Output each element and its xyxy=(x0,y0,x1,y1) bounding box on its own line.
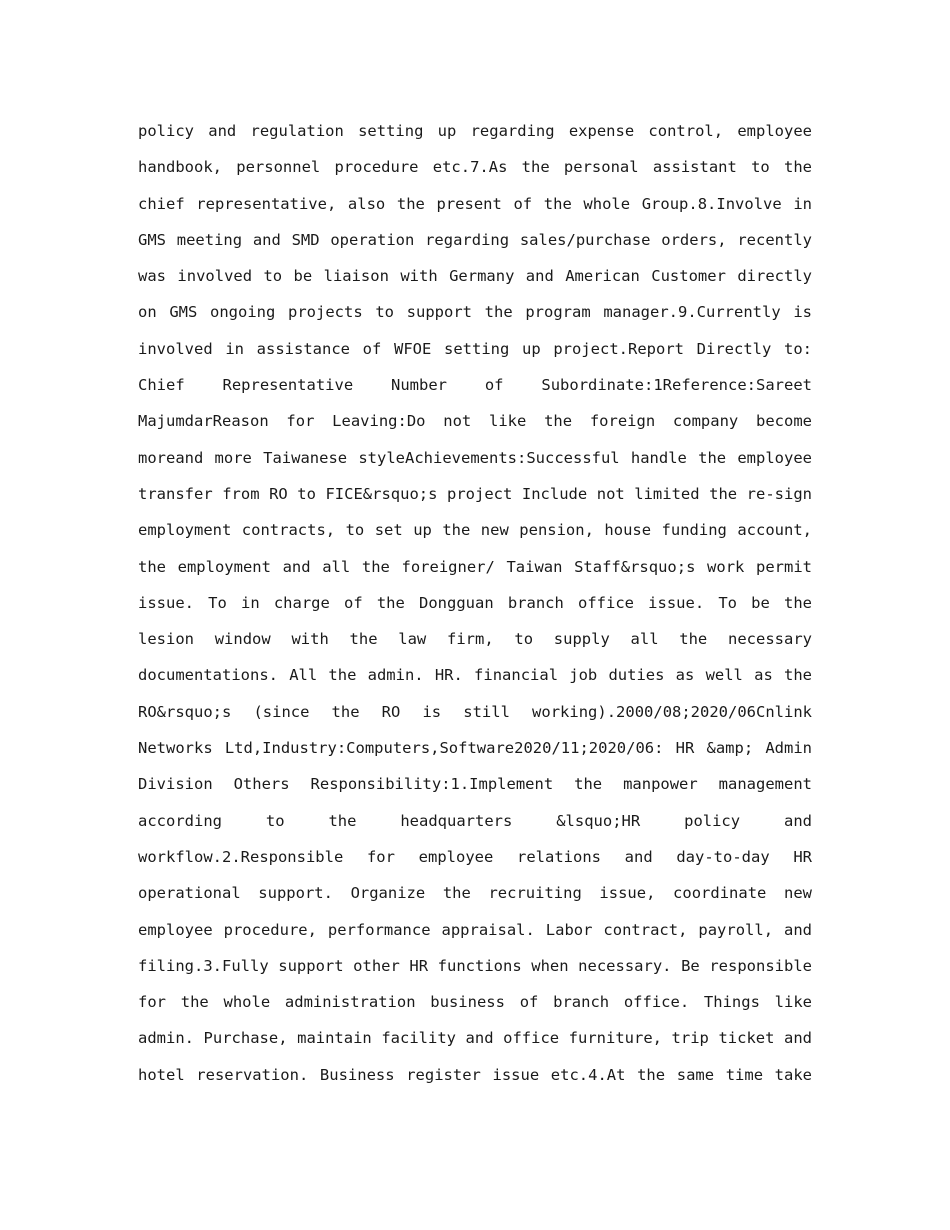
text-line: workflow.2.Responsible for employee relations and day-to-day HR xyxy=(138,847,812,866)
body-text xyxy=(138,113,812,1093)
text-line: employee procedure, performance appraisal. Labor contract, payroll, and xyxy=(138,920,812,939)
text-line: lesion window with the law firm, to supply all the necessary xyxy=(138,630,812,649)
text-line: chief representative, also the present of the whole Group.8.Involve in xyxy=(138,194,812,213)
text-line: operational support. Organize the recruiting issue, coordinate new xyxy=(138,884,812,903)
text-line: Chief Representative Number of Subordinate:1Reference:Sareet xyxy=(138,376,812,395)
text-line: handbook, personnel procedure etc.7.As the personal assistant to the xyxy=(138,158,812,177)
text-line: the employment and all the foreigner/ Taiwan Staff&rsquo;s work permit xyxy=(138,557,812,576)
text-line: Networks Ltd,Industry:Computers,Software2020/11;2020/06: HR &amp; Admin xyxy=(138,739,812,758)
text-line: documentations. All the admin. HR. financial job duties as well as the xyxy=(138,666,812,685)
text-line: issue. To in charge of the Dongguan branch office issue. To be the xyxy=(138,593,812,612)
text-line: for the whole administration business of branch office. Things like xyxy=(138,993,812,1012)
text-line: employment contracts, to set up the new pension, house funding account, xyxy=(138,521,812,540)
text-line: was involved to be liaison with Germany and American Customer directly xyxy=(138,267,812,286)
text-line: Division Others Responsibility:1.Implement the manpower management xyxy=(138,775,812,794)
text-line: filing.3.Fully support other HR functions when necessary. Be responsible xyxy=(138,956,812,975)
text-line: according to the headquarters &lsquo;HR policy and xyxy=(138,811,812,830)
text-line: RO&rsquo;s (since the RO is still working).2000/08;2020/06Cnlink xyxy=(138,702,812,721)
text-line: GMS meeting and SMD operation regarding sales/purchase orders, recently xyxy=(138,230,812,249)
text-line: admin. Purchase, maintain facility and office furniture, trip ticket and xyxy=(138,1029,812,1048)
text-line: transfer from RO to FICE&rsquo;s project Include not limited the re-sign xyxy=(138,484,812,503)
text-line: on GMS ongoing projects to support the program manager.9.Currently is xyxy=(138,303,812,322)
text-line: MajumdarReason for Leaving:Do not like the foreign company become xyxy=(138,412,812,431)
text-line: policy and regulation setting up regarding expense control, employee xyxy=(138,122,812,140)
text-line: moreand more Taiwanese styleAchievements:Successful handle the employee xyxy=(138,448,812,467)
text-line: hotel reservation. Business register issue etc.4.At the same time take xyxy=(138,1065,812,1084)
text-line: involved in assistance of WFOE setting up project.Report Directly to: xyxy=(138,339,812,358)
